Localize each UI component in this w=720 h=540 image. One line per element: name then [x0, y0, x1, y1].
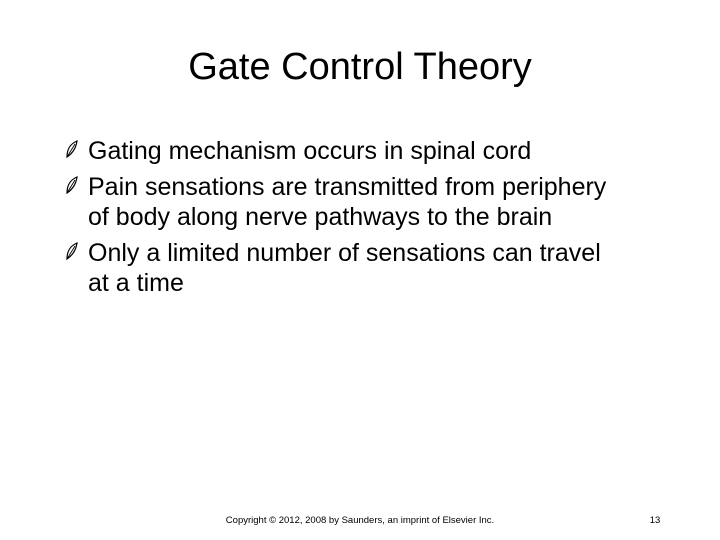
footer-copyright: Copyright © 2012, 2008 by Saunders, an imprint of Elsevier Inc.	[225, 515, 495, 526]
bullet-text: Gating mechanism occurs in spinal cord	[88, 137, 532, 165]
bullet-text: Only a limited number of sensations can travel at a time	[88, 239, 601, 297]
bullet-text: Pain sensations are transmitted from periphery of body along nerve pathways to the brain	[88, 173, 607, 231]
leaf-bullet-icon	[64, 138, 80, 160]
slide-title: Gate Control Theory	[188, 46, 532, 88]
leaf-bullet-icon	[64, 174, 80, 196]
bullet-item	[62, 238, 628, 298]
bullet-list	[62, 136, 642, 304]
bullet-item	[62, 172, 628, 232]
leaf-bullet-icon	[64, 240, 80, 262]
page-number: 13	[649, 515, 661, 526]
bullet-item	[62, 136, 628, 166]
